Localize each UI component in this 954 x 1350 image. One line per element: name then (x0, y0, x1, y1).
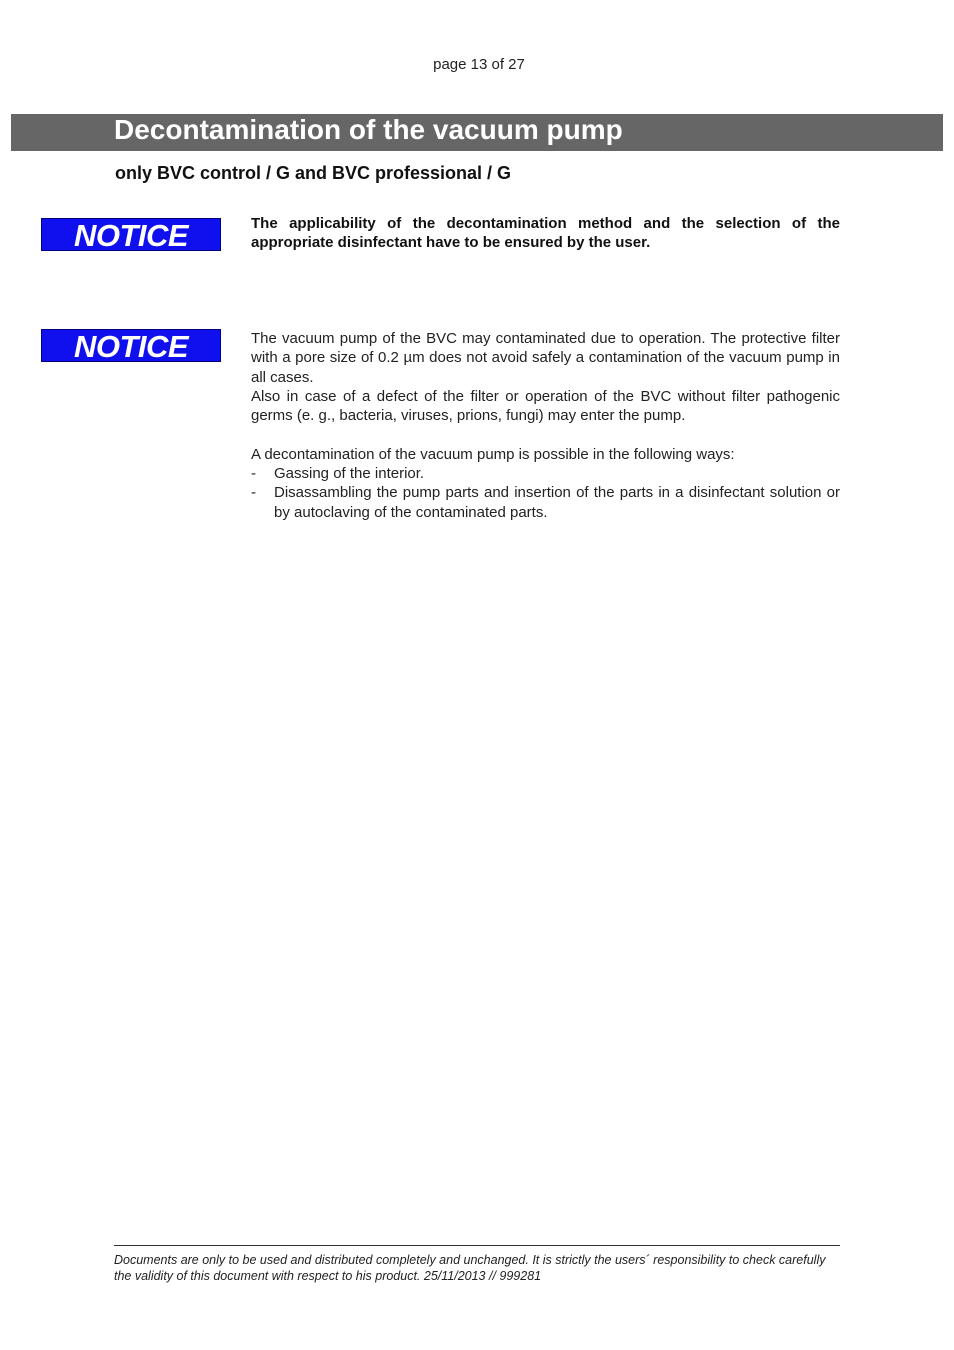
footer-disclaimer (114, 1252, 842, 1284)
footer-line: Documents are only to be used and distributed completely and unchanged. It is strictly the users´ responsibility to check carefully (114, 1253, 826, 1267)
list-item (251, 464, 840, 483)
list-item-text: Disassambling the pump parts and insertion of the parts in a disinfectant solution or by autoclaving of the contaminated parts. (274, 484, 840, 521)
section-title: Decontamination of the vacuum pump (114, 114, 623, 145)
notice-paragraph: The applicability of the decontamination method and the selection of the appropriate disinfectant have to be ensured by the user. (251, 215, 840, 252)
footer-line: the validity of this document with respect to his product. 25/11/2013 // 999281 (114, 1269, 542, 1283)
notice-text (251, 214, 840, 253)
paragraph-spacer (251, 425, 840, 444)
section-title-bar (11, 114, 943, 151)
list-bullet: - (251, 484, 256, 502)
notice-badge: NOTICE (41, 329, 221, 362)
notice-paragraph: Also in case of a defect of the filter or operation of the BVC without filter pathogenic germs (e. g., bacteria, viruses, prions, fungi) may enter the pump. (251, 387, 840, 425)
list-item (251, 483, 840, 522)
footer-divider (114, 1245, 840, 1246)
decontamination-methods-list (251, 464, 840, 522)
notice-badge: NOTICE (41, 218, 221, 251)
page-number: page 13 of 27 (433, 56, 525, 73)
section-subtitle: only BVC control / G and BVC professional / G (115, 163, 512, 183)
notice-paragraph: The vacuum pump of the BVC may contaminated due to operation. The protective filter with a pore size of 0.2 µm does not avoid safely a contamination of the vacuum pump in all cases. (251, 330, 840, 386)
list-bullet: - (251, 465, 256, 483)
notice-text (251, 329, 840, 522)
notice-paragraph: A decontamination of the vacuum pump is possible in the following ways: (251, 445, 735, 463)
list-item-text: Gassing of the interior. (274, 465, 425, 483)
